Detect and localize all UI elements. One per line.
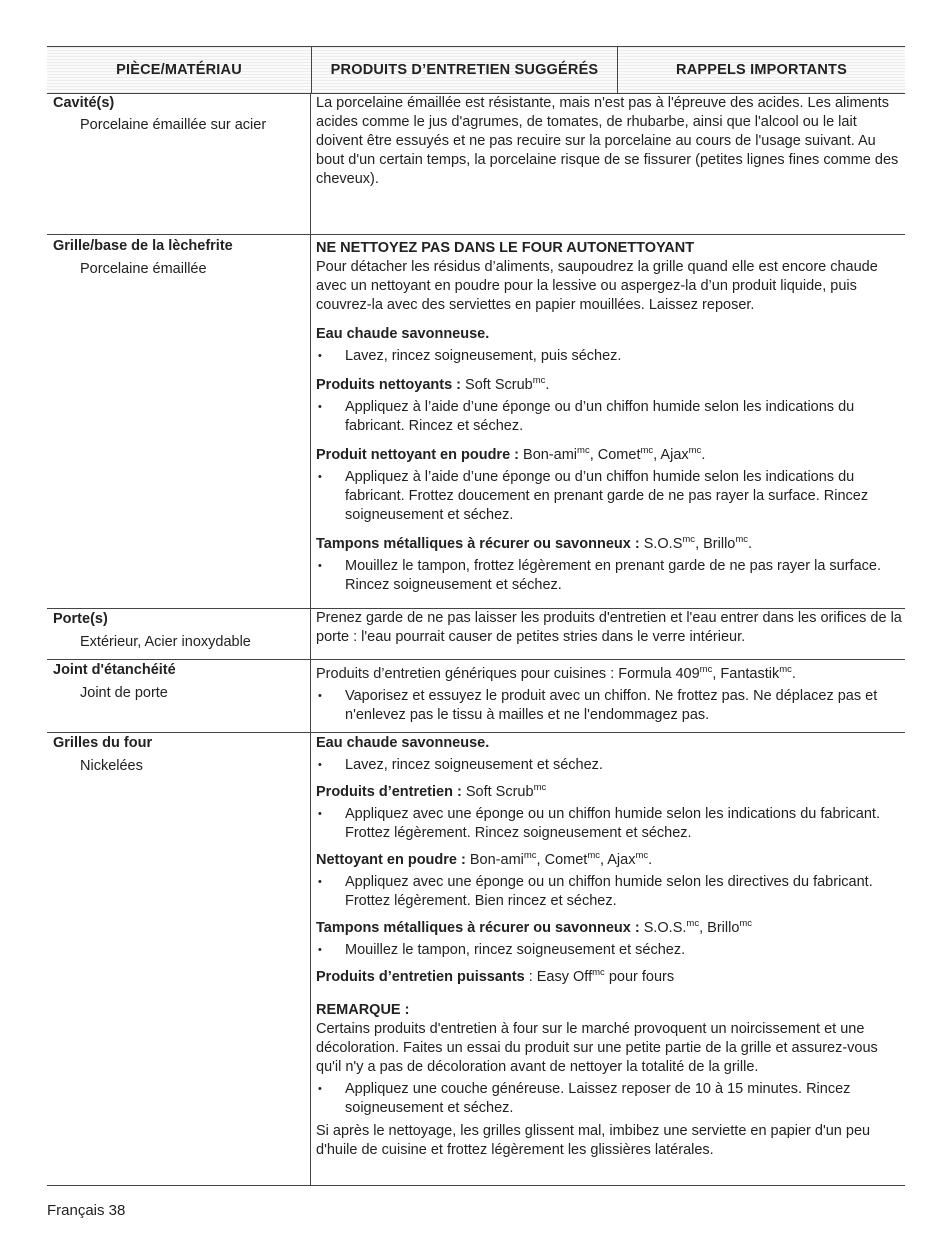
table-row-cavity — [47, 94, 905, 235]
trademark-mark: mc — [686, 918, 700, 930]
product-name: Comet — [544, 852, 588, 868]
trademark-mark: mc — [592, 967, 605, 979]
trademark-mark: mc — [587, 850, 600, 862]
section-cleaners — [316, 783, 905, 843]
spacer — [316, 987, 905, 1001]
section-note — [316, 1001, 905, 1160]
section-heading: Produits d’entretien puissants — [316, 969, 525, 985]
product-name: Brillo — [703, 536, 736, 552]
material-name: Joint de porte — [80, 685, 168, 701]
warning-heading: NE NETTOYEZ PAS DANS LE FOUR AUTONETTOYANT — [316, 240, 695, 256]
trademark-mark: mc — [682, 534, 696, 546]
instructions-cell — [311, 235, 905, 608]
header-important-reminders: RAPPELS IMPORTANTS — [618, 47, 905, 93]
bullet-item: • Appliquez avec une éponge ou un chiffon humide selon les directives du fabricant. Frottez légèrement. Bien rincez et séchez. — [316, 873, 905, 911]
trademark-mark: mc — [688, 445, 702, 457]
product-name: Soft Scrub — [465, 784, 534, 800]
header-suggested-products: PRODUITS D’ENTRETIEN SUGGÉRÉS — [312, 47, 618, 93]
bullet-item: • Lavez, rincez soigneusement, puis séchez. — [316, 347, 905, 366]
section-soapy-water — [316, 734, 905, 775]
page-footer: Français 38 — [47, 1202, 126, 1219]
product-name: Fantastik — [720, 666, 780, 682]
section-heading: Produits nettoyants : — [316, 377, 462, 393]
part-cell — [47, 609, 311, 659]
part-name: Grille/base de la lèchefrite — [53, 238, 233, 254]
section-heading: Produit nettoyant en poudre : — [316, 447, 519, 463]
closing-text: Si après le nettoyage, les grilles glissent mal, imbibez une serviette en papier d'un peu d'huile de cuisine et frottez légèrement les glissières latérales. — [316, 1123, 871, 1158]
part-cell — [47, 660, 311, 732]
product-name: Easy Off — [536, 969, 593, 985]
bullet-item: • Mouillez le tampon, rincez soigneusement et séchez. — [316, 941, 905, 960]
table-row-gasket — [47, 660, 905, 733]
instructions-cell — [311, 609, 905, 659]
care-table — [47, 46, 905, 1186]
section-heading: Nettoyant en poudre : — [316, 852, 466, 868]
instructions-cell — [311, 94, 905, 234]
table-header — [47, 47, 905, 94]
header-part-material: PIÈCE/MATÉRIAU — [47, 47, 312, 93]
bullet-item: • Vaporisez et essuyez le produit avec un chiffon. Ne frottez pas. Ne déplacez pas et n'enlevez pas le tissu à mailles et ne l'endommagez pas. — [316, 687, 905, 725]
section-powder-cleaner: Produit nettoyant en poudre : Bon-ami$^{mc}$, Comet$^{mc}$, Ajax$^{mc}$. • Appliquez à l’aide d’une éponge ou d’un chiffon humide selon les indications du fabricant. Frottez doucement en prenant garde de ne pas rayer la surface. Rincez soigneusement et séchez. — [316, 446, 905, 525]
material-name: Porcelaine émaillée — [80, 261, 207, 277]
section-powder-cleaner: Nettoyant en poudre : Bon-ami$^{mc}$, Comet$^{mc}$, Ajax$^{mc}$. • Appliquez avec une éponge ou un chiffon humide selon les directives du fabricant. Frottez légèrement. Bien rincez et séchez. — [316, 851, 905, 911]
bullet-item: • Appliquez avec une éponge ou un chiffon humide selon les indications du fabricant. Frottez légèrement. Rincez soigneusement et séchez. — [316, 805, 905, 843]
product-name: Soft Scrub — [465, 377, 533, 393]
product-suffix: pour fours — [608, 969, 675, 985]
table-row-oven-racks — [47, 733, 905, 1186]
material-name: Extérieur, Acier inoxydable — [80, 634, 251, 650]
product-name: S.O.S. — [643, 920, 687, 936]
product-name: Bon-ami — [469, 852, 524, 868]
part-name: Cavité(s) — [53, 95, 115, 111]
section-soapy-water — [316, 325, 905, 366]
trademark-mark: mc — [699, 664, 713, 676]
material-name: Nickelées — [80, 758, 143, 774]
section-heading: Tampons métalliques à récurer ou savonneux : — [316, 536, 640, 552]
section-heading: Eau chaude savonneuse. — [316, 326, 490, 342]
bullet-item: • Lavez, rincez soigneusement et séchez. — [316, 756, 905, 775]
note-heading: REMARQUE : — [316, 1002, 410, 1018]
section-scouring-pads: Tampons métalliques à récurer ou savonneux : S.O.S.$^{mc}$, Brillo$^{mc}$ • Mouillez le tampon, rincez soigneusement et séchez. — [316, 919, 905, 960]
material-name: Porcelaine émaillée sur acier — [80, 117, 267, 133]
note-text: Certains produits d'entretien à four sur le marché provoquent un noircissement et une décoloration. Faites un essai du produit sur une petite partie de la grille et assurez-vous qu'il n'y a pas de décoloration avant de nettoyer la totalité de la grille. — [316, 1021, 878, 1075]
trademark-mark: mc — [735, 534, 749, 546]
instruction-text: Produits d’entretien génériques pour cuisines : Formula 409 — [316, 666, 700, 682]
trademark-mark: mc — [739, 918, 753, 930]
bullet-item: • Appliquez une couche généreuse. Laissez reposer de 10 à 15 minutes. Rincez soigneusement et séchez. — [316, 1080, 905, 1118]
section-scouring-pads: Tampons métalliques à récurer ou savonneux : $S.O.S^{mc}$, Brillo$^{mc}$. • Mouillez le tampon, frottez légèrement en prenant garde de ne pas rayer la surface. Rincez soigneusement et séchez. — [316, 535, 905, 595]
bullet-item: • Appliquez à l’aide d’une éponge ou d’un chiffon humide selon les indications du fabricant. Rincez et séchez. — [316, 398, 905, 436]
product-name: S.O.S — [643, 536, 683, 552]
trademark-mark: mc — [779, 664, 792, 676]
section-heading: Tampons métalliques à récurer ou savonneux : — [316, 920, 640, 936]
part-name: Grilles du four — [53, 735, 153, 751]
product-name: Ajax — [607, 852, 636, 868]
product-name: Brillo — [707, 920, 740, 936]
product-name: Comet — [597, 447, 641, 463]
instructions-cell: Produits d’entretien génériques pour cuisines : Formula $409^{mc}$, Fantastik$^{mc}$. • Vaporisez et essuyez le produit avec un chiffon. Ne frottez pas. Ne déplacez pas et n'enlevez pas le tissu à mailles et ne l'endommagez pas. — [311, 660, 905, 732]
part-cell — [47, 235, 311, 608]
section-heading: Eau chaude savonneuse. — [316, 735, 490, 751]
part-cell — [47, 94, 311, 234]
part-cell — [47, 733, 311, 1185]
part-name: Joint d'étanchéité — [53, 662, 176, 678]
bullet-item: • Mouillez le tampon, frottez légèrement en prenant garde de ne pas rayer la surface. Rincez soigneusement et séchez. — [316, 557, 905, 595]
instructions-cell — [311, 733, 905, 1185]
intro-text: Pour détacher les résidus d’aliments, saupoudrez la grille quand elle est encore chaude avec un nettoyant en poudre pour la lessive ou aspergez-la d’un produit liquide, puis couvrez-la avec des serviettes en papier mouillées. Laissez reposer. — [316, 259, 878, 313]
table-row-broiler-pan — [47, 235, 905, 609]
trademark-mark: mc — [577, 445, 590, 457]
product-name: Bon-ami — [523, 447, 578, 463]
trademark-mark: mc — [635, 850, 649, 862]
section-heavy-duty: Produits d’entretien puissants : Easy Off$^{mc}$ pour fours — [316, 967, 675, 985]
section-heading: Produits d’entretien : — [316, 784, 462, 800]
bullet-item: • Appliquez à l’aide d’une éponge ou d’un chiffon humide selon les indications du fabricant. Frottez doucement en prenant garde de ne pas rayer la surface. Rincez soigneusement et séchez. — [316, 468, 905, 525]
trademark-mark: mc — [532, 375, 546, 387]
instruction-text: La porcelaine émaillée est résistante, mais n'est pas à l'épreuve des acides. Les aliments acides comme le jus d'agrumes, de tomates, de rhubarbe, ainsi que l'alcool ou le lait doivent être essuyés et ne pas recuire sur la porcelaine au cours de l'usage suivant. Au bout d'un certain temps, la porcelaine risque de se fissurer (petites lignes fines comme des cheveux). — [316, 95, 899, 187]
part-name: Porte(s) — [53, 611, 108, 627]
trademark-mark: mc — [640, 445, 654, 457]
trademark-mark: mc — [523, 850, 537, 862]
instruction-text: Prenez garde de ne pas laisser les produits d'entretien et l'eau entrer dans les orifices de la porte : l'eau pourrait causer de petites stries dans le verre intérieur. — [316, 610, 902, 645]
table-row-door — [47, 609, 905, 660]
product-name: Ajax — [660, 447, 689, 463]
trademark-mark: mc — [533, 782, 547, 794]
section-cleaners: Produits nettoyants : Soft Scrub$^{mc}$. • Appliquez à l’aide d’une éponge ou d’un chiffon humide selon les indications du fabricant. Rincez et séchez. — [316, 376, 905, 436]
